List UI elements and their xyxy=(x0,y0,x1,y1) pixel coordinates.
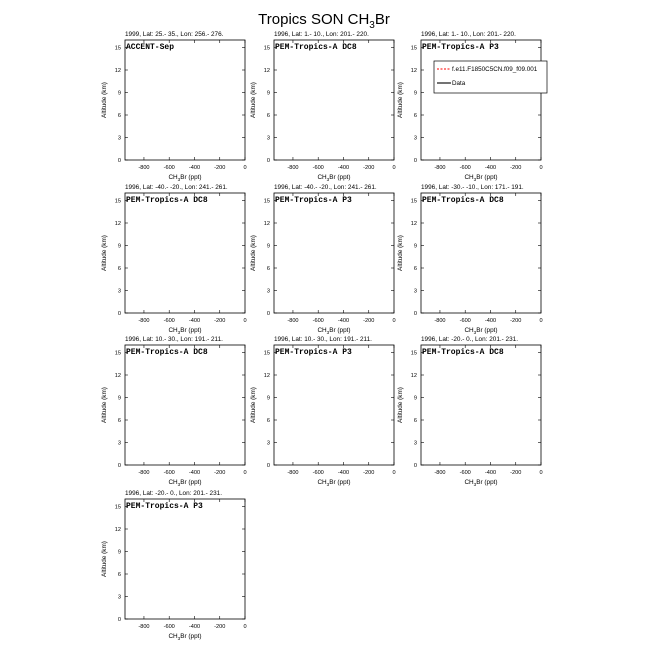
y-tick-label: 15 xyxy=(410,350,417,357)
x-tick-label: 0 xyxy=(243,318,247,324)
x-axis-label xyxy=(464,327,497,335)
panel-subtitle: 1996, Lat: -40.- -20., Lon: 241.- 261. xyxy=(125,184,228,191)
y-tick-label: 6 xyxy=(117,572,121,578)
x-tick-label: 0 xyxy=(392,470,396,476)
x-tick-label: 0 xyxy=(392,165,396,171)
panel-10 xyxy=(101,490,247,641)
y-axis-label: Altitude (km) xyxy=(250,387,257,423)
panel-grid xyxy=(101,31,547,641)
y-tick-label: 15 xyxy=(263,45,270,52)
y-tick-label: 12 xyxy=(410,373,417,379)
x-axis-label-subscript: 3 xyxy=(177,635,181,641)
x-tick-label: -800 xyxy=(434,470,446,476)
x-tick-label: -200 xyxy=(363,470,375,476)
y-tick-label: 15 xyxy=(114,504,121,511)
y-tick-label: 3 xyxy=(117,135,121,142)
x-tick-label: 0 xyxy=(243,165,247,171)
campaign-label: PEM-Tropics-A P3 xyxy=(275,196,352,205)
x-tick-label: -600 xyxy=(312,318,324,324)
x-tick-label: -800 xyxy=(138,165,150,171)
x-tick-label: -200 xyxy=(214,318,226,324)
panel-subtitle: 1996, Lat: -30.- -10., Lon: 171.- 191. xyxy=(421,184,524,191)
plot-frame xyxy=(125,499,245,619)
x-axis-label-prefix: CH xyxy=(464,174,474,181)
y-tick-label: 0 xyxy=(413,463,417,469)
panel-subtitle: 1996, Lat: 10.- 30., Lon: 191.- 211. xyxy=(274,336,372,343)
y-tick-label: 6 xyxy=(266,113,270,119)
panel-5 xyxy=(250,184,396,335)
x-axis-label-subscript: 3 xyxy=(177,176,181,182)
figure-title-subscript: 3 xyxy=(369,20,375,31)
legend-label: Data xyxy=(452,80,466,87)
x-axis-label-suffix: Br (ppt) xyxy=(476,327,498,334)
y-axis-label: Altitude (km) xyxy=(397,387,404,423)
x-axis-label xyxy=(168,174,201,182)
y-tick-label: 6 xyxy=(413,418,417,424)
y-tick-label: 6 xyxy=(117,418,121,424)
x-axis-label-prefix: CH xyxy=(168,479,178,486)
x-tick-label: -200 xyxy=(214,624,226,630)
panel-8 xyxy=(250,336,396,487)
y-tick-label: 0 xyxy=(117,311,121,317)
x-axis-label-suffix: Br (ppt) xyxy=(329,479,351,486)
panel-4 xyxy=(101,184,247,335)
y-tick-label: 12 xyxy=(410,68,417,74)
panel-subtitle: 1996, Lat: -20.- 0., Lon: 201.- 231. xyxy=(125,490,222,497)
y-tick-label: 9 xyxy=(266,243,270,250)
x-tick-label: -200 xyxy=(214,470,226,476)
y-axis-label: Altitude (km) xyxy=(101,235,108,271)
y-tick-label: 3 xyxy=(117,594,121,601)
x-tick-label: -800 xyxy=(434,165,446,171)
x-axis-label xyxy=(464,174,497,182)
x-axis-label-prefix: CH xyxy=(317,174,327,181)
y-tick-label: 12 xyxy=(114,527,121,533)
panel-subtitle: 1996, Lat: 10.- 30., Lon: 191.- 211. xyxy=(125,336,223,343)
y-tick-label: 3 xyxy=(266,135,270,142)
x-axis-label-suffix: Br (ppt) xyxy=(180,633,202,640)
x-tick-label: -800 xyxy=(138,624,150,630)
x-axis-label-suffix: Br (ppt) xyxy=(180,479,202,486)
panel-1 xyxy=(101,31,247,182)
x-axis-label xyxy=(317,479,350,487)
y-tick-label: 15 xyxy=(114,350,121,357)
x-axis-label xyxy=(317,174,350,182)
x-axis-label-subscript: 3 xyxy=(326,176,330,182)
x-tick-label: -400 xyxy=(188,470,201,476)
x-tick-label: -400 xyxy=(337,165,350,171)
y-tick-label: 6 xyxy=(413,266,417,272)
plot-frame xyxy=(125,193,245,313)
x-axis-label xyxy=(464,479,497,487)
y-tick-label: 12 xyxy=(114,68,121,74)
x-axis-label-subscript: 3 xyxy=(473,481,477,487)
x-tick-label: -200 xyxy=(510,470,522,476)
figure-title-end: Br xyxy=(374,11,390,28)
y-tick-label: 12 xyxy=(114,373,121,379)
x-tick-label: -200 xyxy=(214,165,226,171)
y-axis-label: Altitude (km) xyxy=(101,541,108,577)
y-axis-label: Altitude (km) xyxy=(397,82,404,118)
campaign-label: PEM-Tropics-A P3 xyxy=(275,348,352,357)
plot-frame xyxy=(125,40,245,160)
y-tick-label: 3 xyxy=(266,440,270,447)
campaign-label: PEM-Tropics-A DC8 xyxy=(422,348,504,357)
y-tick-label: 3 xyxy=(117,288,121,295)
x-tick-label: -600 xyxy=(163,624,175,630)
y-tick-label: 0 xyxy=(413,311,417,317)
y-tick-label: 0 xyxy=(266,311,270,317)
x-axis-label-suffix: Br (ppt) xyxy=(180,327,202,334)
x-tick-label: -800 xyxy=(138,318,150,324)
y-tick-label: 15 xyxy=(114,45,121,52)
y-tick-label: 0 xyxy=(266,158,270,164)
plot-frame xyxy=(274,193,394,313)
y-tick-label: 12 xyxy=(410,221,417,227)
x-axis-label-prefix: CH xyxy=(168,174,178,181)
x-axis-label-prefix: CH xyxy=(464,479,474,486)
y-tick-label: 0 xyxy=(266,463,270,469)
y-tick-label: 6 xyxy=(413,113,417,119)
x-tick-label: -200 xyxy=(363,165,375,171)
y-axis-label: Altitude (km) xyxy=(101,82,108,118)
y-tick-label: 0 xyxy=(413,158,417,164)
x-axis-label-prefix: CH xyxy=(464,327,474,334)
y-tick-label: 12 xyxy=(263,221,270,227)
y-tick-label: 9 xyxy=(117,395,121,402)
panel-7 xyxy=(101,336,247,487)
x-tick-label: -600 xyxy=(163,165,175,171)
campaign-label: PEM-Tropics-A DC8 xyxy=(126,196,208,205)
x-axis-label-prefix: CH xyxy=(168,327,178,334)
x-tick-label: -200 xyxy=(510,318,522,324)
campaign-label: PEM-Tropics-A DC8 xyxy=(275,43,357,52)
y-tick-label: 6 xyxy=(117,266,121,272)
x-axis-label-subscript: 3 xyxy=(326,329,330,335)
x-tick-label: 0 xyxy=(539,165,543,171)
x-tick-label: 0 xyxy=(243,624,247,630)
x-axis-label xyxy=(317,327,350,335)
x-axis-label xyxy=(168,327,201,335)
x-axis-label-prefix: CH xyxy=(168,633,178,640)
campaign-label: PEM-Tropics-A P3 xyxy=(422,43,499,52)
x-axis-label-suffix: Br (ppt) xyxy=(329,327,351,334)
y-axis-label: Altitude (km) xyxy=(250,82,257,118)
panel-subtitle: 1996, Lat: 1.- 10., Lon: 201.- 220. xyxy=(421,31,516,38)
y-tick-label: 12 xyxy=(114,221,121,227)
panel-9 xyxy=(397,336,543,487)
x-tick-label: -800 xyxy=(287,470,299,476)
y-axis-label: Altitude (km) xyxy=(250,235,257,271)
x-tick-label: -200 xyxy=(363,318,375,324)
x-tick-label: -600 xyxy=(312,470,324,476)
y-tick-label: 12 xyxy=(263,373,270,379)
x-tick-label: -400 xyxy=(484,470,497,476)
panel-subtitle: 1996, Lat: -40.- -20., Lon: 241.- 261. xyxy=(274,184,377,191)
plot-frame xyxy=(274,345,394,465)
y-tick-label: 9 xyxy=(117,243,121,250)
y-tick-label: 9 xyxy=(117,90,121,97)
x-tick-label: -200 xyxy=(510,165,522,171)
panel-subtitle: 1999, Lat: 25.- 35., Lon: 256.- 276. xyxy=(125,31,224,38)
x-axis-label-prefix: CH xyxy=(317,479,327,486)
legend-label: f.e11.F1850C5CN.f09_f09.001 xyxy=(452,66,538,73)
x-tick-label: -400 xyxy=(484,318,497,324)
plot-frame xyxy=(125,345,245,465)
x-tick-label: -600 xyxy=(459,165,471,171)
y-tick-label: 0 xyxy=(117,463,121,469)
figure-title xyxy=(258,11,390,31)
x-tick-label: -400 xyxy=(188,318,201,324)
x-axis-label xyxy=(168,479,201,487)
y-tick-label: 15 xyxy=(410,45,417,52)
x-tick-label: 0 xyxy=(539,470,543,476)
x-axis-label-subscript: 3 xyxy=(473,329,477,335)
panel-6 xyxy=(397,184,543,335)
y-tick-label: 6 xyxy=(266,418,270,424)
y-axis-label: Altitude (km) xyxy=(101,387,108,423)
legend xyxy=(434,61,547,93)
x-tick-label: 0 xyxy=(392,318,396,324)
x-tick-label: -400 xyxy=(188,624,201,630)
x-tick-label: -600 xyxy=(312,165,324,171)
x-tick-label: 0 xyxy=(243,470,247,476)
y-tick-label: 9 xyxy=(413,90,417,97)
y-tick-label: 15 xyxy=(263,198,270,205)
x-axis-label-suffix: Br (ppt) xyxy=(329,174,351,181)
x-tick-label: -600 xyxy=(163,318,175,324)
x-tick-label: -600 xyxy=(459,470,471,476)
x-tick-label: -600 xyxy=(459,318,471,324)
x-axis-label-subscript: 3 xyxy=(473,176,477,182)
y-tick-label: 15 xyxy=(410,198,417,205)
x-axis-label-suffix: Br (ppt) xyxy=(180,174,202,181)
x-axis-label-prefix: CH xyxy=(317,327,327,334)
y-tick-label: 6 xyxy=(266,266,270,272)
y-tick-label: 3 xyxy=(413,135,417,142)
y-tick-label: 15 xyxy=(263,350,270,357)
x-tick-label: -400 xyxy=(484,165,497,171)
y-tick-label: 12 xyxy=(263,68,270,74)
plot-frame xyxy=(274,40,394,160)
y-tick-label: 15 xyxy=(114,198,121,205)
plot-frame xyxy=(421,193,541,313)
campaign-label: PEM-Tropics-A DC8 xyxy=(422,196,504,205)
figure-title-main: Tropics SON CH xyxy=(258,11,370,28)
y-axis-label: Altitude (km) xyxy=(397,235,404,271)
panel-3 xyxy=(397,31,547,182)
campaign-label: PEM-Tropics-A DC8 xyxy=(126,348,208,357)
campaign-label: PEM-Tropics-A P3 xyxy=(126,502,203,511)
y-tick-label: 3 xyxy=(413,288,417,295)
panel-subtitle: 1996, Lat: -20.- 0., Lon: 201.- 231. xyxy=(421,336,518,343)
panel-subtitle: 1996, Lat: 1.- 10., Lon: 201.- 220. xyxy=(274,31,369,38)
y-tick-label: 3 xyxy=(117,440,121,447)
y-tick-label: 9 xyxy=(266,90,270,97)
y-tick-label: 9 xyxy=(413,243,417,250)
panel-2 xyxy=(250,31,396,182)
y-tick-label: 3 xyxy=(413,440,417,447)
x-axis-label-suffix: Br (ppt) xyxy=(476,479,498,486)
x-tick-label: -400 xyxy=(188,165,201,171)
x-tick-label: 0 xyxy=(539,318,543,324)
y-tick-label: 9 xyxy=(117,549,121,556)
y-tick-label: 0 xyxy=(117,158,121,164)
x-tick-label: -600 xyxy=(163,470,175,476)
x-axis-label-subscript: 3 xyxy=(177,481,181,487)
campaign-label: ACCENT-Sep xyxy=(126,43,175,52)
x-axis-label-subscript: 3 xyxy=(326,481,330,487)
x-tick-label: -800 xyxy=(287,318,299,324)
y-tick-label: 6 xyxy=(117,113,121,119)
x-axis-label-subscript: 3 xyxy=(177,329,181,335)
y-tick-label: 9 xyxy=(266,395,270,402)
x-axis-label-suffix: Br (ppt) xyxy=(476,174,498,181)
plot-frame xyxy=(421,40,541,160)
x-tick-label: -800 xyxy=(434,318,446,324)
x-tick-label: -400 xyxy=(337,318,350,324)
x-axis-label xyxy=(168,633,201,641)
x-tick-label: -800 xyxy=(287,165,299,171)
plot-frame xyxy=(421,345,541,465)
y-tick-label: 0 xyxy=(117,617,121,623)
y-tick-label: 9 xyxy=(413,395,417,402)
x-tick-label: -400 xyxy=(337,470,350,476)
y-tick-label: 3 xyxy=(266,288,270,295)
x-tick-label: -800 xyxy=(138,470,150,476)
